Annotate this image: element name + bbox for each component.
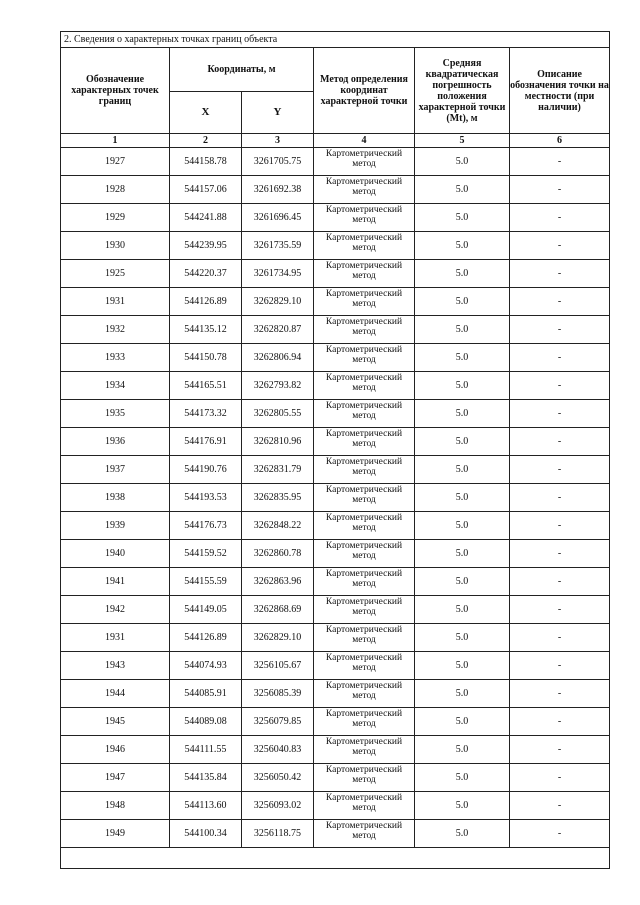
coord-x-cell: 544176.73: [170, 512, 242, 540]
method-cell: Картометрический метод: [314, 428, 415, 456]
table-row: [61, 372, 610, 400]
error-cell: 5.0: [415, 428, 510, 456]
coord-y-cell: 3256050.42: [242, 764, 314, 792]
coord-x-cell: 544193.53: [170, 484, 242, 512]
column-number: 2: [170, 134, 242, 148]
description-cell: -: [510, 372, 610, 400]
error-cell: 5.0: [415, 456, 510, 484]
description-cell: -: [510, 456, 610, 484]
method-cell: Картометрический метод: [314, 372, 415, 400]
point-id-cell: 1929: [61, 204, 170, 232]
table-row: [61, 288, 610, 316]
error-cell: 5.0: [415, 260, 510, 288]
coord-x-cell: 544135.84: [170, 764, 242, 792]
coord-y-cell: 3261734.95: [242, 260, 314, 288]
table-row: [61, 260, 610, 288]
coord-y-cell: 3256118.75: [242, 820, 314, 848]
method-cell: Картометрический метод: [314, 176, 415, 204]
description-cell: -: [510, 568, 610, 596]
error-cell: 5.0: [415, 596, 510, 624]
description-cell: -: [510, 652, 610, 680]
coord-y-cell: 3262868.69: [242, 596, 314, 624]
method-cell: Картометрический метод: [314, 316, 415, 344]
description-cell: -: [510, 708, 610, 736]
description-cell: -: [510, 148, 610, 176]
point-id-cell: 1934: [61, 372, 170, 400]
table-row: [61, 400, 610, 428]
coord-y-cell: 3262810.96: [242, 428, 314, 456]
description-cell: -: [510, 792, 610, 820]
method-cell: Картометрический метод: [314, 596, 415, 624]
coord-y-cell: 3256085.39: [242, 680, 314, 708]
coord-x-cell: 544176.91: [170, 428, 242, 456]
method-cell: Картометрический метод: [314, 288, 415, 316]
coord-x-cell: 544165.51: [170, 372, 242, 400]
point-id-cell: 1948: [61, 792, 170, 820]
error-cell: 5.0: [415, 792, 510, 820]
error-cell: 5.0: [415, 316, 510, 344]
description-cell: -: [510, 400, 610, 428]
coord-y-cell: 3256105.67: [242, 652, 314, 680]
table-row: [61, 512, 610, 540]
coord-x-cell: 544241.88: [170, 204, 242, 232]
point-id-cell: 1946: [61, 736, 170, 764]
coord-x-cell: 544150.78: [170, 344, 242, 372]
point-id-cell: 1944: [61, 680, 170, 708]
empty-footer-row: [61, 848, 610, 869]
point-id-cell: 1925: [61, 260, 170, 288]
point-id-cell: 1935: [61, 400, 170, 428]
coord-y-cell: 3262848.22: [242, 512, 314, 540]
coord-y-cell: 3261696.45: [242, 204, 314, 232]
method-cell: Картометрический метод: [314, 260, 415, 288]
table-row: [61, 176, 610, 204]
table-caption: 2. Сведения о характерных точках границ объекта: [61, 32, 610, 48]
table-row: [61, 484, 610, 512]
description-cell: -: [510, 484, 610, 512]
description-cell: -: [510, 428, 610, 456]
error-cell: 5.0: [415, 736, 510, 764]
coord-x-cell: 544111.55: [170, 736, 242, 764]
description-cell: -: [510, 232, 610, 260]
description-cell: -: [510, 540, 610, 568]
point-id-cell: 1949: [61, 820, 170, 848]
method-cell: Картометрический метод: [314, 624, 415, 652]
method-cell: Картометрический метод: [314, 400, 415, 428]
coord-y-cell: 3262829.10: [242, 288, 314, 316]
error-cell: 5.0: [415, 680, 510, 708]
method-cell: Картометрический метод: [314, 484, 415, 512]
description-cell: -: [510, 736, 610, 764]
table-row: [61, 148, 610, 176]
description-cell: -: [510, 820, 610, 848]
coord-x-cell: 544159.52: [170, 540, 242, 568]
coord-x-cell: 544126.89: [170, 288, 242, 316]
method-cell: Картометрический метод: [314, 764, 415, 792]
coord-y-cell: 3262805.55: [242, 400, 314, 428]
description-cell: -: [510, 344, 610, 372]
point-id-cell: 1933: [61, 344, 170, 372]
table-row: [61, 596, 610, 624]
column-number: 1: [61, 134, 170, 148]
table-row: [61, 316, 610, 344]
method-cell: Картометрический метод: [314, 820, 415, 848]
description-cell: -: [510, 624, 610, 652]
coord-x-cell: 544155.59: [170, 568, 242, 596]
table-row: [61, 680, 610, 708]
coord-x-cell: 544126.89: [170, 624, 242, 652]
table-row: [61, 344, 610, 372]
error-cell: 5.0: [415, 344, 510, 372]
method-cell: Картометрический метод: [314, 736, 415, 764]
point-id-cell: 1943: [61, 652, 170, 680]
point-id-cell: 1936: [61, 428, 170, 456]
point-id-cell: 1928: [61, 176, 170, 204]
method-cell: Картометрический метод: [314, 344, 415, 372]
method-cell: Картометрический метод: [314, 512, 415, 540]
coord-x-cell: 544239.95: [170, 232, 242, 260]
coord-x-cell: 544190.76: [170, 456, 242, 484]
header-description: Описание обозначения точки на местности (при наличии): [510, 48, 610, 134]
header-x: X: [170, 92, 242, 134]
coord-y-cell: 3262860.78: [242, 540, 314, 568]
method-cell: Картометрический метод: [314, 568, 415, 596]
coord-x-cell: 544135.12: [170, 316, 242, 344]
point-id-cell: 1927: [61, 148, 170, 176]
method-cell: Картометрический метод: [314, 232, 415, 260]
coord-x-cell: 544089.08: [170, 708, 242, 736]
coord-y-cell: 3261692.38: [242, 176, 314, 204]
point-id-cell: 1932: [61, 316, 170, 344]
coord-x-cell: 544074.93: [170, 652, 242, 680]
point-id-cell: 1931: [61, 624, 170, 652]
coord-x-cell: 544157.06: [170, 176, 242, 204]
table-row: [61, 428, 610, 456]
description-cell: -: [510, 512, 610, 540]
coord-y-cell: 3256040.83: [242, 736, 314, 764]
error-cell: 5.0: [415, 372, 510, 400]
description-cell: -: [510, 316, 610, 344]
column-number: 4: [314, 134, 415, 148]
table-row: [61, 736, 610, 764]
point-id-cell: 1940: [61, 540, 170, 568]
method-cell: Картометрический метод: [314, 792, 415, 820]
table-row: [61, 708, 610, 736]
coord-y-cell: 3256093.02: [242, 792, 314, 820]
table-row: [61, 764, 610, 792]
table-row: [61, 820, 610, 848]
coord-y-cell: 3262835.95: [242, 484, 314, 512]
coord-y-cell: 3262806.94: [242, 344, 314, 372]
error-cell: 5.0: [415, 148, 510, 176]
table-row: [61, 792, 610, 820]
coord-y-cell: 3262820.87: [242, 316, 314, 344]
header-designation: Обозначение характерных точек границ: [61, 48, 170, 134]
table-row: [61, 456, 610, 484]
point-id-cell: 1930: [61, 232, 170, 260]
point-id-cell: 1945: [61, 708, 170, 736]
table-row: [61, 204, 610, 232]
point-id-cell: 1937: [61, 456, 170, 484]
method-cell: Картометрический метод: [314, 540, 415, 568]
column-number-row: [61, 134, 610, 148]
point-id-cell: 1938: [61, 484, 170, 512]
coord-x-cell: 544158.78: [170, 148, 242, 176]
method-cell: Картометрический метод: [314, 456, 415, 484]
coord-x-cell: 544220.37: [170, 260, 242, 288]
error-cell: 5.0: [415, 204, 510, 232]
coord-y-cell: 3262829.10: [242, 624, 314, 652]
empty-footer-cell: [61, 848, 610, 869]
error-cell: 5.0: [415, 820, 510, 848]
coord-y-cell: 3262831.79: [242, 456, 314, 484]
column-number: 3: [242, 134, 314, 148]
error-cell: 5.0: [415, 232, 510, 260]
description-cell: -: [510, 764, 610, 792]
coord-y-cell: 3256079.85: [242, 708, 314, 736]
boundary-points-sheet: [60, 31, 609, 869]
coord-x-cell: 544113.60: [170, 792, 242, 820]
method-cell: Картометрический метод: [314, 708, 415, 736]
column-number: 5: [415, 134, 510, 148]
point-id-cell: 1942: [61, 596, 170, 624]
coord-x-cell: 544149.05: [170, 596, 242, 624]
point-id-cell: 1941: [61, 568, 170, 596]
error-cell: 5.0: [415, 540, 510, 568]
error-cell: 5.0: [415, 400, 510, 428]
point-id-cell: 1931: [61, 288, 170, 316]
error-cell: 5.0: [415, 624, 510, 652]
method-cell: Картометрический метод: [314, 204, 415, 232]
error-cell: 5.0: [415, 512, 510, 540]
column-number: 6: [510, 134, 610, 148]
method-cell: Картометрический метод: [314, 680, 415, 708]
error-cell: 5.0: [415, 288, 510, 316]
header-y: Y: [242, 92, 314, 134]
table-row: [61, 568, 610, 596]
coord-y-cell: 3261705.75: [242, 148, 314, 176]
coord-x-cell: 544085.91: [170, 680, 242, 708]
method-cell: Картометрический метод: [314, 652, 415, 680]
error-cell: 5.0: [415, 764, 510, 792]
header-error: Средняя квадратическая погрешность положения характерной точки (Mt), м: [415, 48, 510, 134]
error-cell: 5.0: [415, 484, 510, 512]
error-cell: 5.0: [415, 652, 510, 680]
table-row: [61, 232, 610, 260]
coord-x-cell: 544100.34: [170, 820, 242, 848]
point-id-cell: 1947: [61, 764, 170, 792]
table-caption-row: [61, 32, 610, 48]
method-cell: Картометрический метод: [314, 148, 415, 176]
description-cell: -: [510, 176, 610, 204]
table-row: [61, 624, 610, 652]
description-cell: -: [510, 288, 610, 316]
header-coordinates: Координаты, м: [170, 48, 314, 92]
point-id-cell: 1939: [61, 512, 170, 540]
description-cell: -: [510, 680, 610, 708]
header-row: [61, 48, 610, 92]
header-method: Метод определения координат характерной точки: [314, 48, 415, 134]
coord-y-cell: 3262793.82: [242, 372, 314, 400]
description-cell: -: [510, 260, 610, 288]
coord-y-cell: 3261735.59: [242, 232, 314, 260]
table-row: [61, 540, 610, 568]
description-cell: -: [510, 204, 610, 232]
boundary-points-table: [60, 31, 610, 869]
error-cell: 5.0: [415, 708, 510, 736]
error-cell: 5.0: [415, 568, 510, 596]
description-cell: -: [510, 596, 610, 624]
coord-y-cell: 3262863.96: [242, 568, 314, 596]
coord-x-cell: 544173.32: [170, 400, 242, 428]
error-cell: 5.0: [415, 176, 510, 204]
table-row: [61, 652, 610, 680]
